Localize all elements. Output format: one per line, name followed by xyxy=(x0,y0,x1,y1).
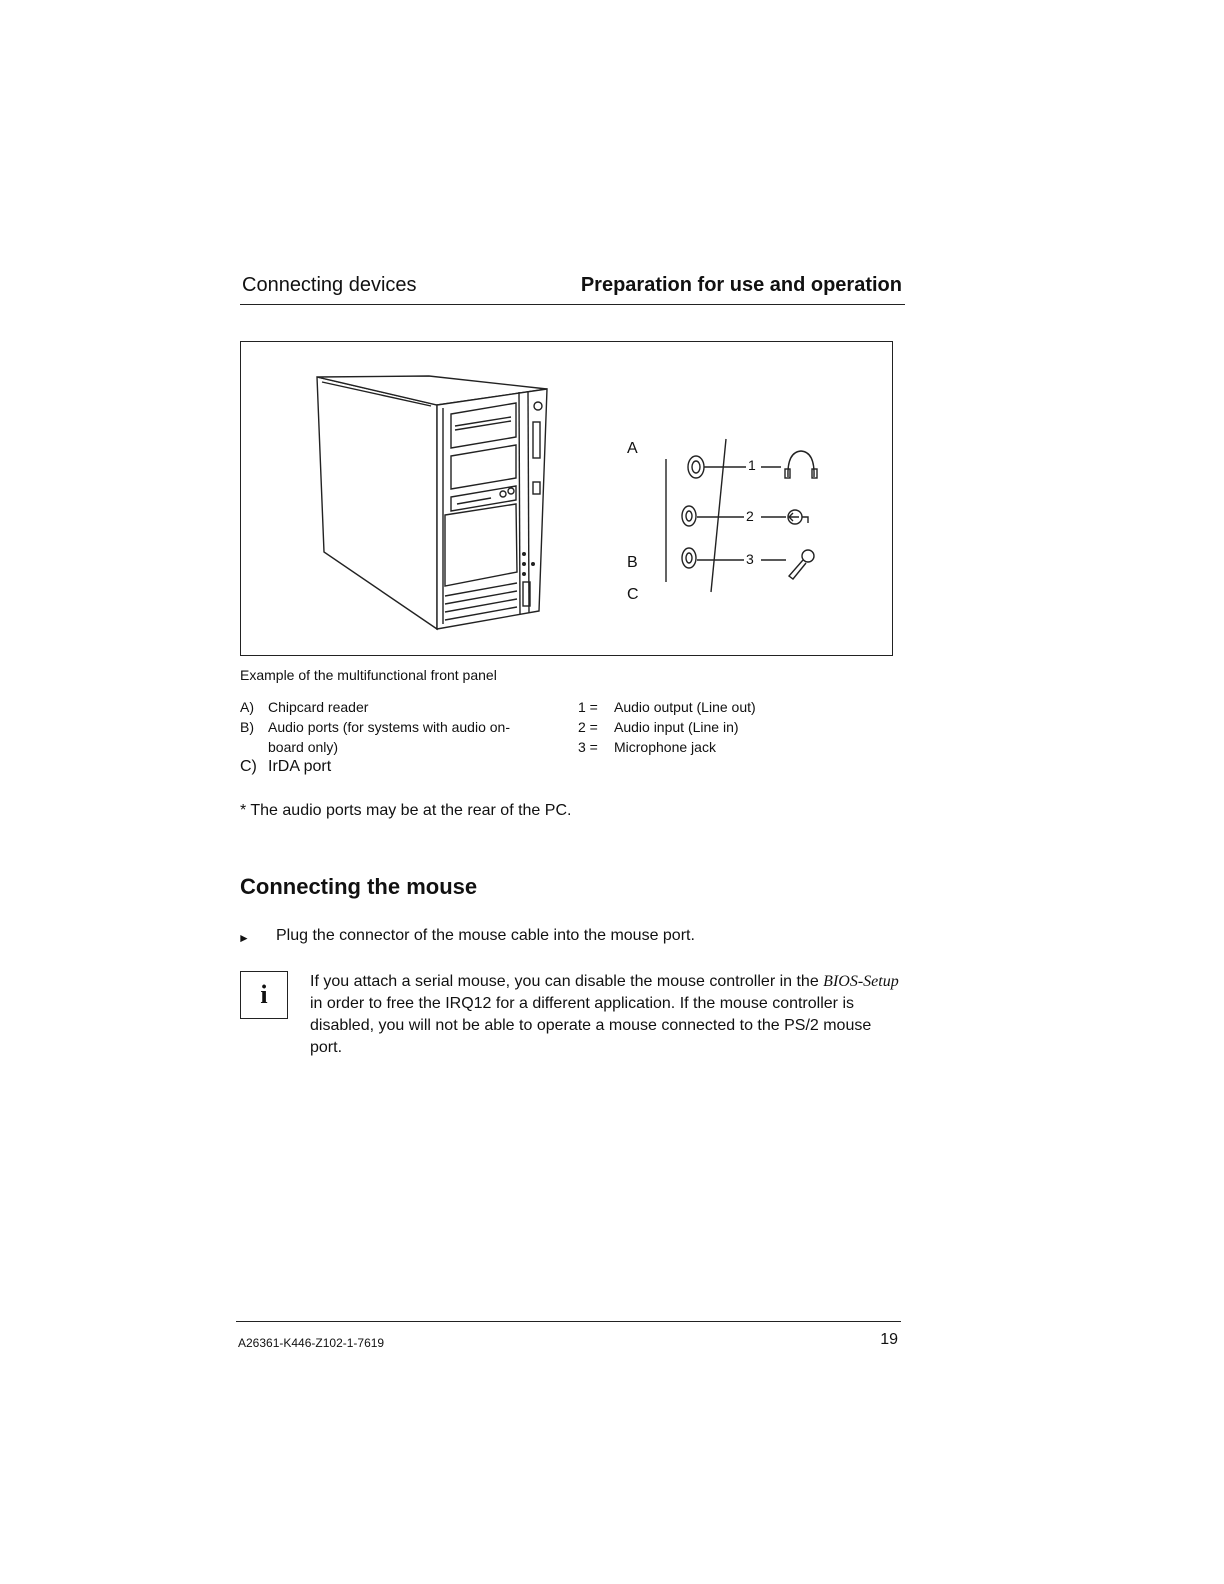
headphones-icon xyxy=(788,451,814,477)
legend-item: 3 = Microphone jack xyxy=(578,739,716,755)
figure-label-1: 1 xyxy=(748,457,756,473)
figure-label-3: 3 xyxy=(746,551,754,567)
legend-item: 1 = Audio output (Line out) xyxy=(578,699,756,715)
legend-numbers xyxy=(578,697,878,757)
bios-setup-term: BIOS-Setup xyxy=(823,973,899,990)
step-bullet-icon: ► xyxy=(238,931,250,945)
figure-label-a: A xyxy=(627,440,638,457)
document-number: A26361-K446-Z102-1-7619 xyxy=(238,1336,385,1350)
header-chapter-title: Preparation for use and operation xyxy=(580,274,902,296)
legend-item: A) Chipcard reader xyxy=(240,699,369,715)
audio-ports-drawing xyxy=(666,439,817,592)
step-instruction: Plug the connector of the mouse cable into the mouse port. xyxy=(276,927,695,944)
legend-letters xyxy=(240,697,570,777)
legend-item-continuation: board only) xyxy=(268,739,339,755)
info-note: If you attach a serial mouse, you can disable the mouse controller in the BIOS-Setup in order to free the IRQ12 for a different application. If the mouse controller is disabled, you will not be able to operate a mouse connected to the PS/2 mouse port. xyxy=(310,973,899,1056)
section-heading: Connecting the mouse xyxy=(240,874,478,899)
figure-label-c: C xyxy=(627,586,639,603)
header-rule xyxy=(240,304,905,305)
legend-item: 2 = Audio input (Line in) xyxy=(578,719,739,735)
legend-item: C) IrDA port xyxy=(240,758,332,775)
microphone-icon xyxy=(802,550,814,562)
pc-tower-drawing xyxy=(317,376,547,629)
legend-item: B) Audio ports (for systems with audio on- xyxy=(240,719,510,735)
info-icon: i xyxy=(240,971,288,1019)
front-panel-figure xyxy=(241,342,891,654)
figure-frame xyxy=(240,341,893,656)
figure-label-b: B xyxy=(627,554,638,571)
figure-caption: Example of the multifunctional front panel xyxy=(240,667,497,683)
header-section-title: Connecting devices xyxy=(242,274,417,296)
footer-rule xyxy=(236,1321,901,1322)
audio-ports-note: * The audio ports may be at the rear of the PC. xyxy=(240,802,572,819)
page-number: 19 xyxy=(880,1331,898,1348)
figure-label-2: 2 xyxy=(746,508,754,524)
